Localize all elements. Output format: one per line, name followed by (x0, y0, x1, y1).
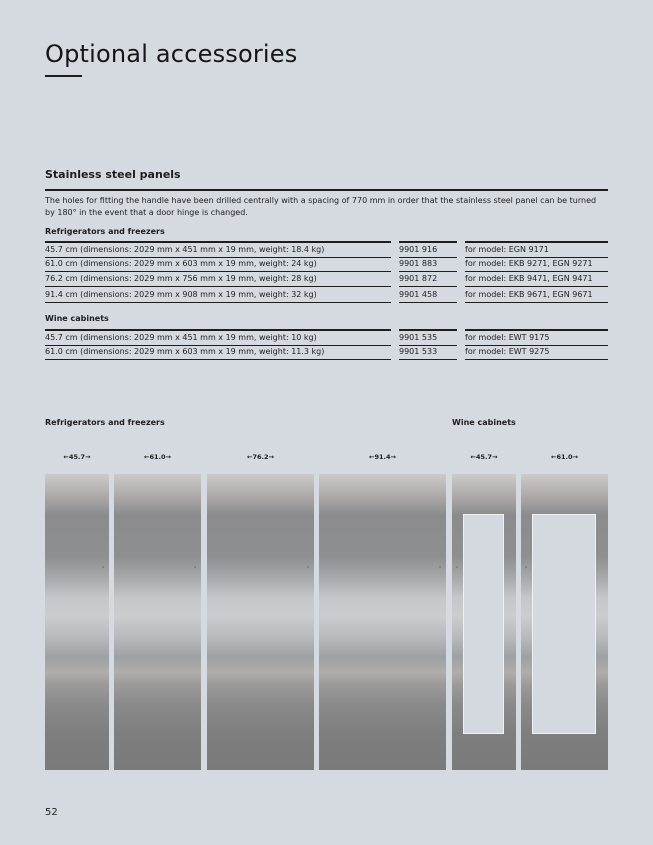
row-model: for model: EGN 9171 (465, 241, 608, 258)
dimension-label: ←45.7→ (470, 453, 498, 461)
row-article-number: 9901 916 (399, 241, 457, 258)
wine-accessory-table (45, 329, 608, 360)
glass-window (532, 514, 596, 734)
row-model: for model: EKB 9471, EGN 9471 (465, 272, 608, 287)
row-article-number: 9901 872 (399, 272, 457, 287)
row-model: for model: EWT 9175 (465, 329, 608, 346)
title-rule (45, 75, 82, 77)
handle-hole (194, 566, 196, 568)
handle-hole (525, 566, 527, 568)
row-description: 45.7 cm (dimensions: 2029 mm x 451 mm x 19 mm, weight: 10 kg) (45, 329, 391, 346)
glass-window (463, 514, 504, 734)
table-row (45, 257, 608, 273)
page-number: 52 (45, 807, 58, 818)
table-row (45, 241, 608, 257)
dimension-label: ←91.4→ (369, 453, 396, 461)
handle-hole (456, 566, 458, 568)
row-article-number: 9901 883 (399, 257, 457, 272)
table-row (45, 288, 608, 304)
handle-hole (102, 566, 104, 568)
dimension-label: ←61.0→ (144, 453, 171, 461)
row-article-number: 9901 535 (399, 329, 457, 346)
table-row (45, 345, 608, 361)
fridge-group-heading: Refrigerators and freezers (45, 227, 165, 236)
row-article-number: 9901 458 (399, 288, 457, 303)
handle-hole (307, 566, 309, 568)
row-description: 61.0 cm (dimensions: 2029 mm x 603 mm x 19 mm, weight: 11.3 kg) (45, 345, 391, 360)
row-article-number: 9901 533 (399, 345, 457, 360)
steel-panel-fridge-91 (319, 474, 446, 770)
figure-fridge-heading: Refrigerators and freezers (45, 418, 165, 427)
dimension-label: ←45.7→ (63, 453, 91, 461)
page-title: Optional accessories (45, 40, 298, 68)
figure-wine-heading: Wine cabinets (452, 418, 516, 427)
row-model: for model: EKB 9271, EGN 9271 (465, 257, 608, 272)
table-row (45, 272, 608, 288)
section-heading: Stainless steel panels (45, 168, 181, 181)
steel-panel-fridge-45 (45, 474, 109, 770)
handle-hole (439, 566, 441, 568)
row-model: for model: EWT 9275 (465, 345, 608, 360)
wine-group-heading: Wine cabinets (45, 314, 109, 323)
steel-panel-wine-45 (452, 474, 516, 770)
steel-panel-fridge-61 (114, 474, 201, 770)
row-description: 76.2 cm (dimensions: 2029 mm x 756 mm x 19 mm, weight: 28 kg) (45, 272, 391, 287)
intro-text: The holes for fitting the handle have been drilled centrally with a spacing of 770 mm in order that the stainless steel panel can be turned by 180° in the event that a door hinge is changed. (45, 189, 608, 219)
row-description: 91.4 cm (dimensions: 2029 mm x 908 mm x 19 mm, weight: 32 kg) (45, 288, 391, 303)
table-row (45, 329, 608, 345)
row-model: for model: EKB 9671, EGN 9671 (465, 288, 608, 303)
steel-panel-fridge-76 (207, 474, 314, 770)
row-description: 61.0 cm (dimensions: 2029 mm x 603 mm x 19 mm, weight: 24 kg) (45, 257, 391, 272)
row-description: 45.7 cm (dimensions: 2029 mm x 451 mm x 19 mm, weight: 18.4 kg) (45, 241, 391, 258)
fridge-accessory-table (45, 241, 608, 303)
steel-panel-wine-61 (521, 474, 608, 770)
dimension-label: ←61.0→ (551, 453, 578, 461)
dimension-label: ←76.2→ (247, 453, 274, 461)
